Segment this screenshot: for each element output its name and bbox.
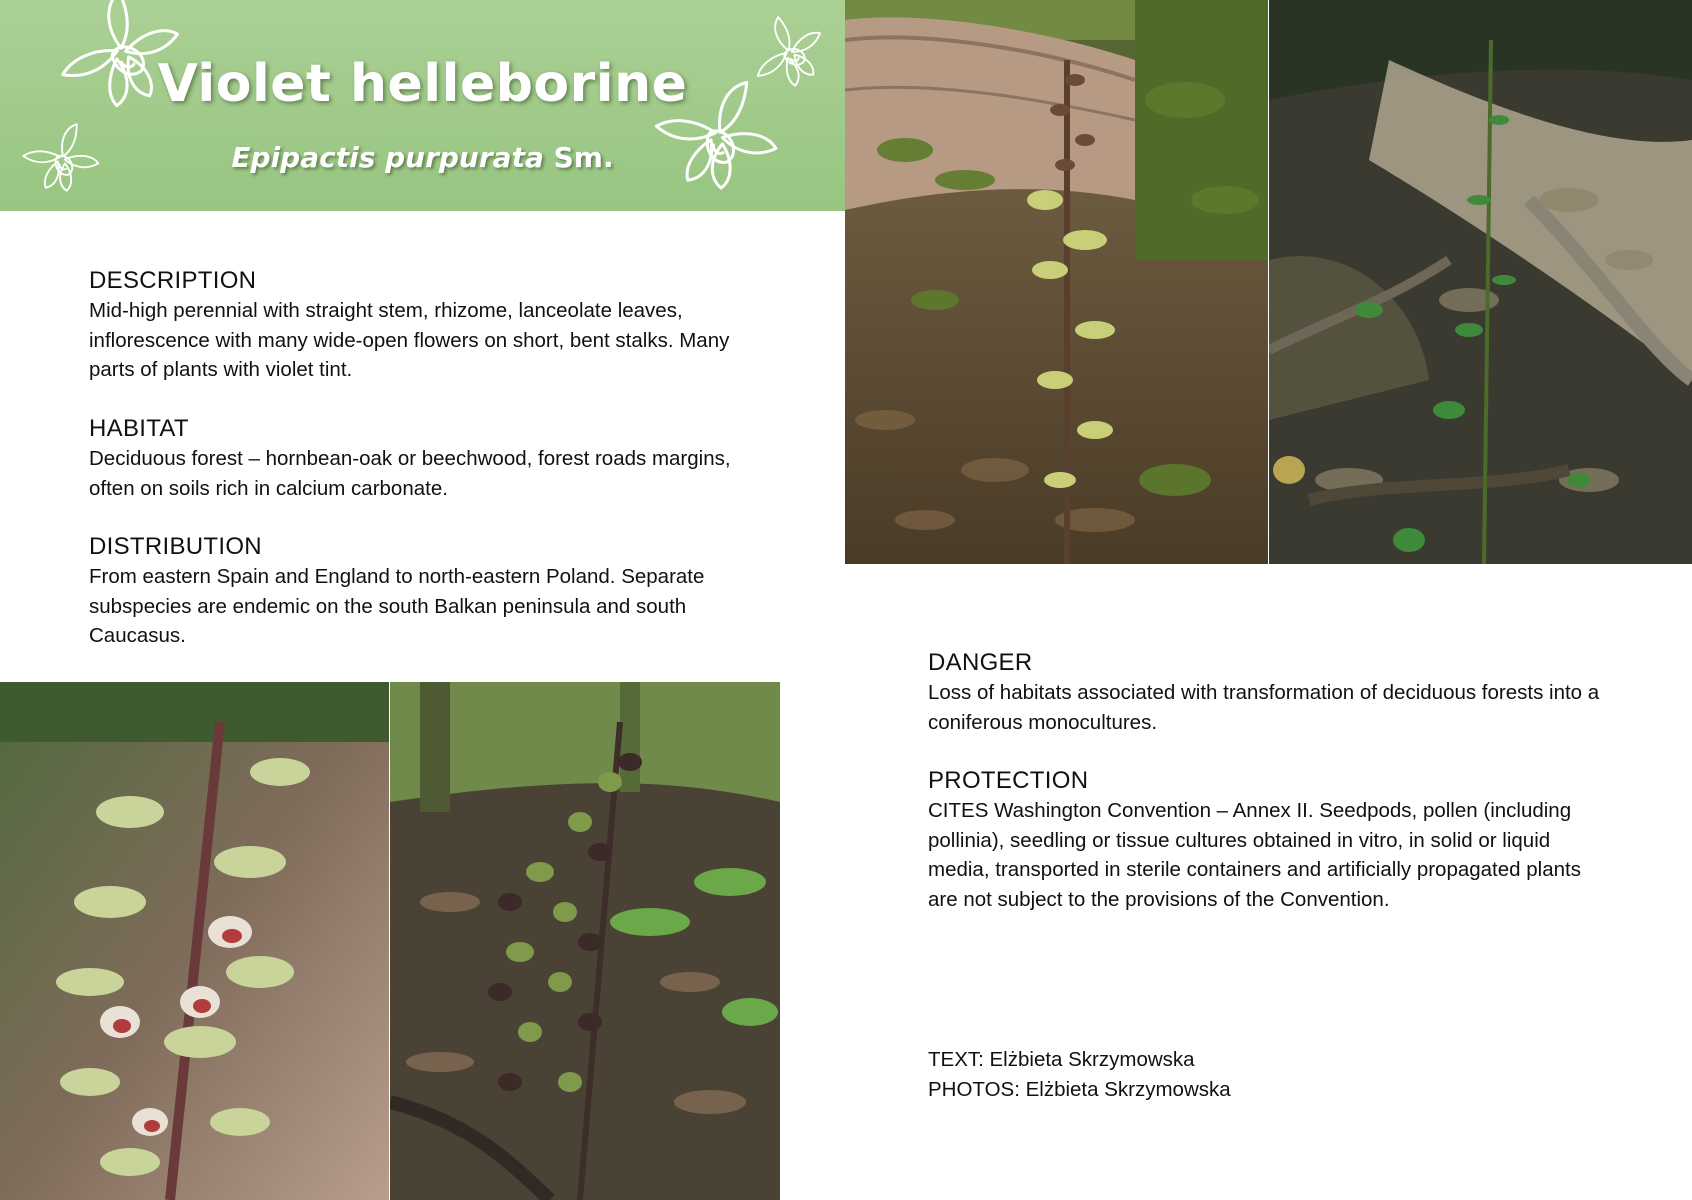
photo-flower-spike-log xyxy=(845,0,1268,564)
distribution-section xyxy=(89,532,769,651)
description-heading: DESCRIPTION xyxy=(89,267,257,294)
habitat-section xyxy=(89,414,769,503)
protection-section xyxy=(928,766,1588,914)
photo-credit: PHOTOS: Elżbieta Skrzymowska xyxy=(928,1077,1231,1101)
header-banner xyxy=(0,0,845,211)
latin-genus-species: Epipactis purpurata xyxy=(231,141,544,174)
protection-text: CITES Washington Convention – Annex II. Seedpods, pollen (including pollinia), seedling or tissue cultures obtained in vitro, in solid or liquid media, transported in sterile containers and artificially propagated plants are not subject to the provisions of the Convention. xyxy=(928,799,1581,911)
danger-heading: DANGER xyxy=(928,649,1033,676)
protection-heading: PROTECTION xyxy=(928,767,1089,794)
danger-text: Loss of habitats associated with transformation of deciduous forests into a coniferous monocultures. xyxy=(928,681,1600,734)
credits xyxy=(928,1045,1231,1104)
danger-section xyxy=(928,648,1608,737)
page-title: Violet helleborine xyxy=(157,54,688,114)
habitat-heading: HABITAT xyxy=(89,415,189,442)
latin-name xyxy=(0,141,845,174)
habitat-text: Deciduous forest – hornbean-oak or beechwood, forest roads margins, often on soils rich in calcium carbonate. xyxy=(89,447,731,500)
description-section xyxy=(89,266,769,385)
latin-author: Sm. xyxy=(543,141,614,174)
distribution-heading: DISTRIBUTION xyxy=(89,533,262,560)
text-credit: TEXT: Elżbieta Skrzymowska xyxy=(928,1048,1195,1071)
distribution-text: From eastern Spain and England to north-eastern Poland. Separate subspecies are endemic on the south Balkan peninsula and south Caucasus. xyxy=(89,565,705,647)
photo-flowers-closeup xyxy=(0,682,389,1200)
photo-seedpods xyxy=(390,682,780,1200)
description-text: Mid-high perennial with straight stem, rhizome, lanceolate leaves, inflorescence with many wide-open flowers on short, bent stalks. Many parts of plants with violet tint. xyxy=(89,299,730,381)
photo-forest-floor xyxy=(1269,0,1692,564)
